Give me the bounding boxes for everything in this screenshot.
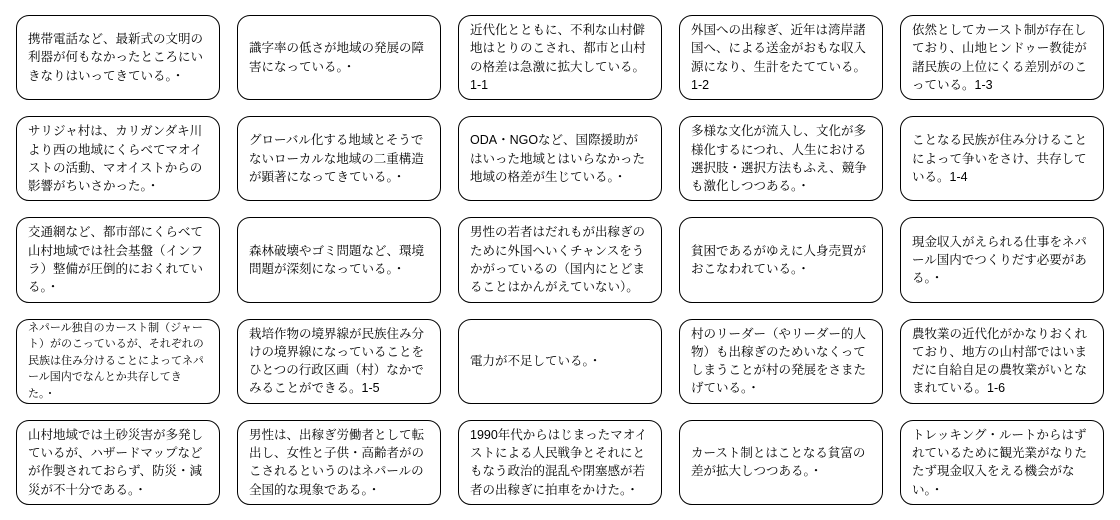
note-card xyxy=(458,420,662,505)
note-card-text: 多様な文化が流入し、文化が多様化するにつれ、人生における選択肢・選択方法もふえ、競争も激化しつつある。・ xyxy=(691,124,867,194)
note-card xyxy=(679,420,883,505)
note-card-text: 男性の若者はだれもが出稼ぎのために外国へいくチャンスをうかがっているの（国内にとどまることはかんがえていない）。 xyxy=(470,225,646,295)
note-card-text: 電力が不足している。・ xyxy=(470,354,602,369)
note-card xyxy=(237,116,441,201)
note-card xyxy=(458,116,662,201)
note-card-text: 村のリーダー（やリーダー的人物）も出稼ぎのためいなくってしまうことが村の発展をさまたげている。・ xyxy=(691,326,867,396)
note-card xyxy=(900,116,1104,201)
note-card xyxy=(16,217,220,302)
note-card-text: カースト制とはことなる貧富の差が拡大しつつある。・ xyxy=(691,446,866,479)
note-card xyxy=(679,319,883,404)
note-card xyxy=(458,15,662,100)
note-card xyxy=(900,420,1104,505)
note-card-text: 近代化とともに、不利な山村僻地はとりのこされ、都市と山村の格差は急激に拡大している。1-1 xyxy=(470,23,646,92)
note-card-text: 現金収入がえられる仕事をネパール国内でつくりだす必要がある。・ xyxy=(912,234,1087,286)
note-card-text: 貧困であるがゆえに人身売買がおこなわれている。・ xyxy=(691,243,867,276)
note-card-text: 山村地域では土砂災害が多発しているが、ハザードマップなどが作製されておらず、防災・減災が不十分である。・ xyxy=(28,427,204,497)
note-card xyxy=(16,15,220,100)
note-card-text: 男性は、出稼ぎ労働者として転出し、女性と子供・高齢者がのこされるというのはネパールの全国的な現象である。・ xyxy=(249,427,425,497)
note-card-text: グローバル化する地域とそうでないローカルな地域の二重構造が顕著になってきている。・ xyxy=(249,133,424,184)
note-card xyxy=(237,217,441,302)
note-card xyxy=(16,420,220,505)
note-card-text: 農牧業の近代化がかなりおくれており、地方の山村部ではいまだに自給自足の農牧業がいとなまれている。1-6 xyxy=(912,326,1088,396)
note-card xyxy=(16,319,220,404)
note-card xyxy=(237,15,441,100)
note-card xyxy=(16,116,220,201)
note-card-text: 森林破壊やゴミ問題など、環境問題が深刻になっている。・ xyxy=(249,243,425,276)
note-card-text: 外国への出稼ぎ、近年は湾岸諸国へ、による送金がおもな収入源になり、生計をたてている。1-2 xyxy=(691,23,867,92)
note-card-text: サリジャ村は、カリガンダキ川より西の地域にくらべてマオイストの活動、マオイストからの影響がちいさかった。・ xyxy=(28,124,203,194)
note-card-text: ネパール独自のカースト制（ジャート）がのこっているが、それぞれの民族は住み分けることによってネパール国内でなんとか共存してきた。・ xyxy=(28,321,204,400)
note-card xyxy=(458,217,662,302)
note-card-text: 携帯電話など、最新式の文明の利器が何もなかったところにいきなりはいってきている。・ xyxy=(28,32,204,83)
note-card xyxy=(900,217,1104,302)
note-card xyxy=(237,420,441,505)
note-card-text: 交通網など、都市部にくらべて山村地域では社会基盤（インフラ）整備が圧倒的におくれている。・ xyxy=(28,225,204,295)
note-card-text: 識字率の低さが地域の発展の障害になっている。・ xyxy=(249,41,425,74)
note-card xyxy=(679,116,883,201)
note-card-text: 依然としてカースト制が存在しており、山地ヒンドゥー教徒が諸民族の上位にくる差別がのこっている。1-3 xyxy=(912,23,1088,92)
note-card-text: トレッキング・ルートからはずれているために観光業がなりたたず現金収入をえる機会がない。・ xyxy=(912,427,1088,497)
note-card xyxy=(237,319,441,404)
note-card xyxy=(458,319,662,404)
note-card-text: 栽培作物の境界線が民族住み分けの境界線になっていることをひとつの行政区画（村）なかでみることができる。1-5 xyxy=(249,326,425,396)
note-card-text: ODA・NGOなど、国際援助がはいった地域とはいらなかった地域の格差が生じている。・ xyxy=(470,133,646,184)
note-card-text: 1990年代からはじまったマオイストによる人民戦争とそれにともなう政治的混乱や閉塞感が若者の出稼ぎに拍車をかけた。・ xyxy=(470,427,648,497)
note-card xyxy=(900,15,1104,100)
note-card xyxy=(900,319,1104,404)
note-card xyxy=(679,15,883,100)
note-card-text: ことなる民族が住み分けることによって争いをさけ、共存している。1-4 xyxy=(912,133,1088,184)
note-card xyxy=(679,217,883,302)
